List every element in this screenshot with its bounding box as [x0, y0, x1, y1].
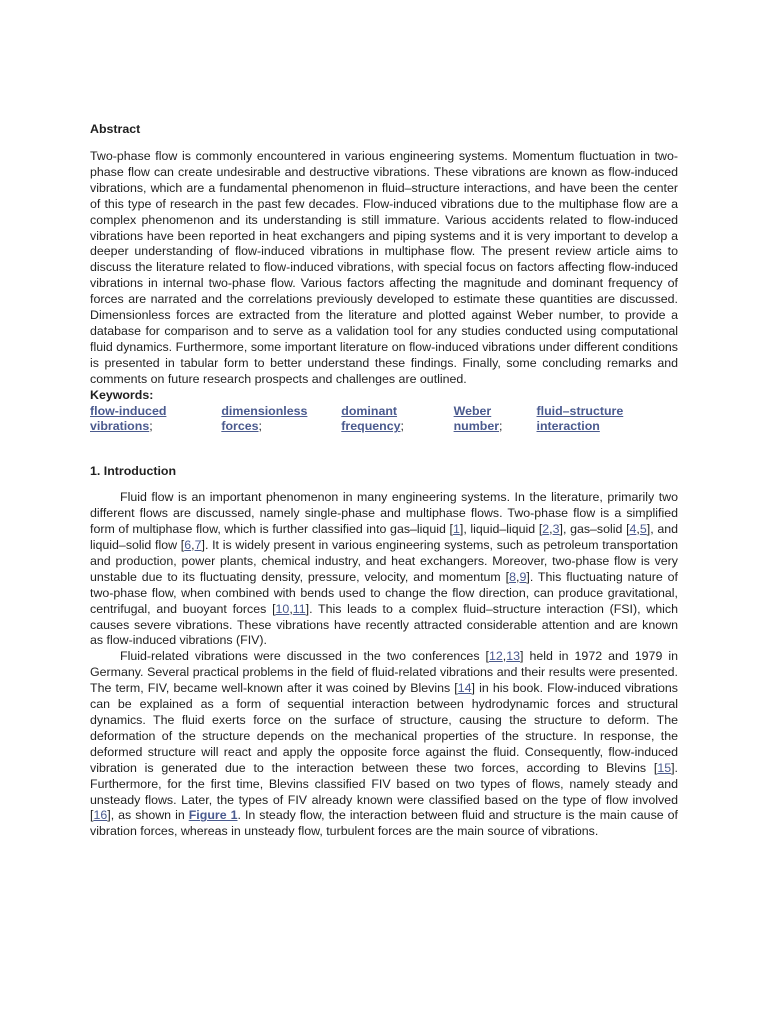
keyword-link[interactable]: dominant frequency [341, 403, 401, 434]
citation-link[interactable]: 1 [452, 522, 460, 537]
citation-link[interactable]: 2 [542, 522, 550, 537]
abstract-heading: Abstract [90, 122, 141, 136]
intro-paragraph-2: Fluid-related vibrations were discussed in the two conferences [12,13] held in 1972 and 1979 in Germany. Several practical problems in the field of fluid-related vibrations and their results were presented. The term, FIV, became well-known after it was coined by Blevins [14] in his book. Flow-induced vibrations can be explained as a form of sequential interaction between hydrodynamic forces and structural dynamics. The fluid exerts force on the surface of structure, causing the structure to deform. The deformation of the structure depends on the mechanical properties of the structure. In response, the deformed structure will react and apply the opposite force against the fluid. Consequently, flow-induced vibration is generated due to the interaction between these two forces, according to Blevins [15]. Furthermore, for the first time, Blevins classified FIV based on two types of flows, namely steady and unsteady flows. Later, the types of FIV already known were classified based on the type of flow involved [16], as shown in Figure 1. In steady flow, the interaction between fluid and structure is the main cause of vibration forces, whereas in unsteady flow, turbulent forces are the main source of vibrations. [90, 649, 679, 839]
intro-paragraph-1: Fluid flow is an important phenomenon in many engineering systems. In the literature, primarily two different flows are discussed, namely single-phase and multiphase flows. Two-phase flow is a simplified form of multiphase flow, which is further classified into gas–liquid [1], liquid–liquid [2,3], gas–solid [4,5], and liquid–solid flow [6,7]. It is widely present in various engineering systems, such as petroleum transportation and production, power plants, chemical industry, and heat exchangers. Moreover, two-phase flow is very unstable due to its fluctuating density, pressure, velocity, and momentum [8,9]. This fluctuating nature of two-phase flow, when combined with bends used to change the flow direction, can produce gravitational, centrifugal, and buoyant forces [10,11]. This leads to a complex fluid–structure interaction (FSI), which causes severe vibrations. These vibrations have recently attracted considerable attention and are known as flow-induced vibrations (FIV). [90, 490, 678, 648]
citation-link[interactable]: 7 [194, 538, 202, 553]
citation-link[interactable]: 9 [519, 569, 527, 584]
keyword-link[interactable]: flow-induced vibrations [90, 403, 167, 434]
citation-link[interactable]: 6 [184, 538, 192, 553]
figure-link[interactable]: Figure 1 [188, 808, 238, 823]
keyword-link[interactable]: Weber number [453, 403, 500, 434]
citation-link[interactable]: 14 [457, 681, 472, 696]
section-heading-introduction: 1. Introduction [90, 464, 177, 479]
citation-link[interactable]: 10 [275, 601, 290, 616]
keyword-link[interactable]: dimensionless forces [221, 403, 308, 434]
abstract-text: Two-phase flow is commonly encountered in various engineering systems. Momentum fluctuation in two-phase flow can create undesirable and destructive vibrations. These vibrations are known as flow-induced vibrations, which are a fundamental phenomenon in fluid–structure interactions, and have been the center of this type of research in the past few decades. Flow-induced vibrations due to the multiphase flow are a complex phenomenon and its understanding is still immature. Various accidents related to flow-induced vibrations have been reported in heat exchangers and piping systems and it is very important to develop a deeper understanding of flow-induced vibrations in multiphase flow. The present review article aims to discuss the literature related to flow-induced vibrations, with special focus on factors affecting flow-induced vibrations in internal two-phase flow. Various factors affecting the magnitude and dominant frequency of forces are narrated and the correlations previously developed to estimate these quantities are discussed. Dimensionless forces are extracted from the literature and plotted against Weber number, to provide a database for comparison and to serve as a validation tool for any studies conducted using computational fluid dynamics. Furthermore, some important literature on flow-induced vibrations under different conditions is presented in tabular form to better understand these findings. Finally, some concluding remarks and comments on future research prospects and challenges are outlined. [90, 149, 678, 386]
citation-link[interactable]: 13 [506, 649, 521, 664]
citation-link[interactable]: 12 [488, 649, 503, 664]
citation-link[interactable]: 16 [93, 808, 108, 823]
citation-link[interactable]: 8 [509, 569, 517, 584]
citation-link[interactable]: 3 [552, 522, 560, 537]
article-body [90, 120, 678, 840]
keywords-line: flow-induced vibrations; dimensionless forces; dominant frequency; Weber number; fluid–structure interaction [90, 403, 624, 434]
citation-link[interactable]: 15 [657, 760, 672, 775]
citation-link[interactable]: 4 [629, 522, 637, 537]
keywords-label: Keywords: [90, 387, 154, 402]
citation-link[interactable]: 11 [292, 601, 306, 616]
keywords-section [90, 388, 678, 436]
citation-link[interactable]: 5 [639, 522, 647, 537]
keyword-link[interactable]: fluid–structure interaction [536, 403, 624, 434]
